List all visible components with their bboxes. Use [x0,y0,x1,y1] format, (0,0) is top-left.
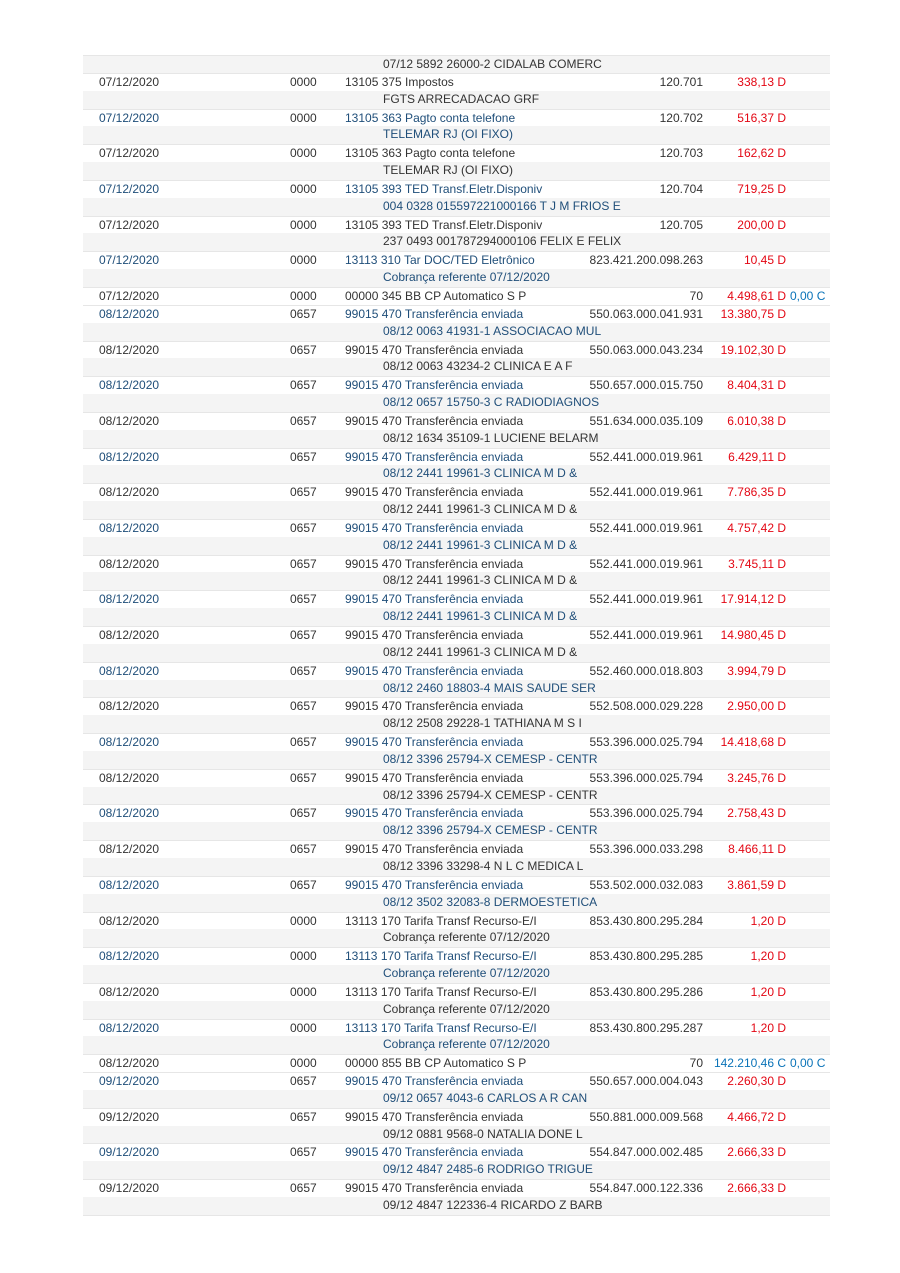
agency-cell: 0657 [290,556,317,571]
detail-text: Cobrança referente 07/12/2020 [383,1037,550,1052]
history-cell: 99015 470 Transferência enviada [345,592,524,607]
agency-cell: 0657 [290,806,317,821]
history-cell: 00000 855 BB CP Automatico S P [345,1056,527,1071]
transaction-row [83,1143,830,1161]
agency-cell: 0657 [290,663,317,678]
detail-text: 09/12 4847 2485-6 RODRIGO TRIGUE [383,1162,593,1177]
value-cell: 3.994,79 D [727,663,786,678]
document-cell: 853.430.800.295.286 [589,984,703,999]
date-cell: 08/12/2020 [99,520,160,535]
document-cell: 120.704 [659,181,703,196]
value-cell: 17.914,12 D [720,592,786,607]
detail-row [83,1126,830,1144]
history-cell: 99015 470 Transferência enviada [345,735,524,750]
agency-cell: 0000 [290,1020,317,1035]
agency-cell: 0657 [290,1109,317,1124]
transaction-row [83,448,830,466]
transaction-row [83,251,830,269]
document-cell: 120.702 [659,110,703,125]
agency-cell: 0657 [290,842,317,857]
detail-text: 08/12 2441 19961-3 CLINICA M D & [383,466,578,481]
value-cell: 2.950,00 D [727,699,786,714]
transaction-row [83,1108,830,1126]
detail-text: 08/12 3502 32083-8 DERMOESTETICA [383,894,598,909]
transaction-row [83,1054,830,1072]
transaction-row [83,769,830,787]
date-cell: 07/12/2020 [99,146,160,161]
value-cell: 8.404,31 D [727,378,786,393]
agency-cell: 0000 [290,913,317,928]
agency-cell: 0657 [290,628,317,642]
value-cell: 2.666,33 D [727,1145,786,1160]
value-cell: 10,45 D [743,253,786,268]
date-cell: 09/12/2020 [99,1181,160,1196]
value-cell: 2.758,43 D [727,806,786,821]
history-cell: 99015 470 Transferência enviada [345,628,524,642]
date-cell: 08/12/2020 [99,842,160,857]
value-cell: 3.745,11 D [728,556,786,571]
detail-text: 09/12 0657 4043-6 CARLOS A R CAN [383,1090,588,1105]
transaction-row [83,341,830,359]
document-cell: 552.508.000.029.228 [589,699,703,714]
agency-cell: 0000 [290,984,317,999]
history-cell: 99015 470 Transferência enviada [345,1074,524,1089]
value-cell: 3.245,76 D [727,770,786,785]
agency-cell: 0657 [290,1181,317,1196]
detail-text: 08/12 3396 25794-X CEMESP - CENTR [383,823,598,838]
agency-cell: 0000 [290,146,317,161]
date-cell: 08/12/2020 [99,413,160,428]
history-cell: 13113 170 Tarifa Transf Recurso-E/I [345,949,537,964]
value-cell: 14.980,45 D [720,628,786,642]
document-cell: 70 [689,1056,703,1071]
value-cell: 2.666,33 D [727,1181,786,1196]
detail-row [83,894,830,912]
date-cell: 08/12/2020 [99,984,160,999]
detail-row [83,501,830,519]
detail-row [83,644,830,662]
agency-cell: 0657 [290,735,317,750]
value-cell: 4.757,42 D [727,520,786,535]
transaction-row [83,555,830,573]
detail-row [83,787,830,805]
statement-table [83,55,830,1215]
detail-row [83,323,830,341]
date-cell: 08/12/2020 [99,735,160,750]
transaction-row [83,876,830,894]
value-cell: 338,13 D [737,74,786,89]
document-cell: 552.441.000.019.961 [589,485,703,500]
detail-row [83,55,830,73]
detail-text: 08/12 2460 18803-4 MAIS SAUDE SER [383,680,596,695]
detail-row [83,269,830,287]
history-cell: 99015 470 Transferência enviada [345,485,524,500]
detail-text: 08/12 2441 19961-3 CLINICA M D & [383,537,578,552]
detail-row [83,929,830,947]
detail-text: Cobrança referente 07/12/2020 [383,930,550,945]
document-cell: 823.421.200.098.263 [589,253,703,268]
document-cell: 552.441.000.019.961 [589,449,703,464]
date-cell: 08/12/2020 [99,913,160,928]
detail-row [83,1036,830,1054]
detail-text: 08/12 2441 19961-3 CLINICA M D & [383,502,578,517]
detail-row [83,233,830,251]
agency-cell: 0000 [290,1056,317,1071]
transaction-row [83,216,830,234]
detail-text: 09/12 0881 9568-0 NATALIA DONE L [383,1126,583,1141]
date-cell: 08/12/2020 [99,628,160,642]
agency-cell: 0657 [290,306,317,321]
detail-row [83,162,830,180]
document-cell: 553.396.000.025.794 [589,735,703,750]
document-cell: 552.460.000.018.803 [589,663,703,678]
detail-row [83,965,830,983]
history-cell: 99015 470 Transferência enviada [345,413,524,428]
history-cell: 99015 470 Transferência enviada [345,842,524,857]
agency-cell: 0657 [290,413,317,428]
detail-text: 237 0493 001787294000106 FELIX E FELIX [383,234,622,249]
detail-text: 08/12 0657 15750-3 C RADIODIAGNOS [383,395,600,410]
detail-text: 004 0328 015597221000166 T J M FRIOS E [383,198,621,213]
agency-cell: 0657 [290,592,317,607]
agency-cell: 0000 [290,949,317,964]
value-cell: 1,20 D [750,913,786,928]
value-cell: 7.786,35 D [727,485,786,500]
detail-text: FGTS ARRECADACAO GRF [383,91,540,106]
date-cell: 09/12/2020 [99,1074,160,1089]
detail-text: 07/12 5892 26000-2 CIDALAB COMERC [383,57,602,71]
history-cell: 99015 470 Transferência enviada [345,378,524,393]
date-cell: 08/12/2020 [99,877,160,892]
transaction-row [83,804,830,822]
transaction-row [83,305,830,323]
detail-text: TELEMAR RJ (OI FIXO) [383,127,514,142]
detail-row [83,1161,830,1179]
value-cell: 14.418,68 D [720,735,786,750]
date-cell: 08/12/2020 [99,342,160,357]
detail-text: 08/12 0063 43234-2 CLINICA E A F [383,359,573,374]
date-cell: 07/12/2020 [99,253,160,268]
transaction-row [83,412,830,430]
agency-cell: 0657 [290,770,317,785]
document-cell: 552.441.000.019.961 [589,556,703,571]
history-cell: 13105 393 TED Transf.Eletr.Disponiv [345,181,543,196]
transaction-row [83,697,830,715]
document-cell: 552.441.000.019.961 [589,592,703,607]
detail-text: 08/12 3396 25794-X CEMESP - CENTR [383,787,598,802]
agency-cell: 0657 [290,1145,317,1160]
history-cell: 00000 345 BB CP Automatico S P [345,288,527,303]
history-cell: 99015 470 Transferência enviada [345,1145,524,1160]
date-cell: 08/12/2020 [99,663,160,678]
detail-text: 08/12 1634 35109-1 LUCIENE BELARM [383,430,599,445]
value-cell: 162,62 D [737,146,786,161]
transaction-row [83,1019,830,1037]
value-cell: 1,20 D [750,984,786,999]
document-cell: 553.502.000.032.083 [589,877,703,892]
document-cell: 550.881.000.009.568 [589,1109,703,1124]
date-cell: 08/12/2020 [99,306,160,321]
detail-row [83,608,830,626]
transaction-row [83,180,830,198]
detail-row [83,1197,830,1215]
agency-cell: 0000 [290,253,317,268]
document-cell: 853.430.800.295.287 [589,1020,703,1035]
transaction-row [83,912,830,930]
date-cell: 09/12/2020 [99,1145,160,1160]
detail-row [83,858,830,876]
value-cell: 8.466,11 D [728,842,786,857]
document-cell: 550.657.000.015.750 [589,378,703,393]
detail-row [83,91,830,109]
transaction-row [83,483,830,501]
detail-row [83,537,830,555]
detail-text: 09/12 4847 122336-4 RICARDO Z BARB [383,1198,603,1212]
detail-row [83,465,830,483]
document-cell: 553.396.000.033.298 [589,842,703,857]
value-cell: 719,25 D [737,181,786,196]
history-cell: 99015 470 Transferência enviada [345,556,524,571]
agency-cell: 0000 [290,74,317,89]
detail-text: 08/12 2441 19961-3 CLINICA M D & [383,644,578,659]
detail-row [83,715,830,733]
document-cell: 552.441.000.019.961 [589,520,703,535]
history-cell: 99015 470 Transferência enviada [345,1181,524,1196]
detail-text: Cobrança referente 07/12/2020 [383,270,550,285]
transaction-row [83,840,830,858]
detail-text: 08/12 3396 33298-4 N L C MEDICA L [383,858,584,873]
value-cell: 4.466,72 D [727,1109,786,1124]
document-cell: 120.703 [659,146,703,161]
value-cell: 1,20 D [750,949,786,964]
date-cell: 07/12/2020 [99,217,160,232]
date-cell: 08/12/2020 [99,806,160,821]
detail-row [83,751,830,769]
history-cell: 13105 393 TED Transf.Eletr.Disponiv [345,217,543,232]
history-cell: 99015 470 Transferência enviada [345,699,524,714]
agency-cell: 0000 [290,217,317,232]
history-cell: 99015 470 Transferência enviada [345,663,524,678]
value-cell: 2.260,30 D [727,1074,786,1089]
transaction-row [83,519,830,537]
transaction-row [83,73,830,91]
history-cell: 99015 470 Transferência enviada [345,877,524,892]
date-cell: 08/12/2020 [99,449,160,464]
history-cell: 99015 470 Transferência enviada [345,770,524,785]
detail-row [83,572,830,590]
history-cell: 13113 310 Tar DOC/TED Eletrônico [345,253,535,268]
detail-row [83,394,830,412]
history-cell: 99015 470 Transferência enviada [345,449,524,464]
agency-cell: 0657 [290,520,317,535]
detail-text: Cobrança referente 07/12/2020 [383,1001,550,1016]
agency-cell: 0000 [290,288,317,303]
date-cell: 08/12/2020 [99,592,160,607]
transaction-row [83,590,830,608]
agency-cell: 0000 [290,181,317,196]
date-cell: 08/12/2020 [99,1020,160,1035]
value-cell: 142.210,46 C [713,1056,786,1071]
transaction-row [83,947,830,965]
value-cell: 19.102,30 D [720,342,786,357]
detail-row [83,430,830,448]
value-cell: 6.010,38 D [727,413,786,428]
document-cell: 853.430.800.295.284 [589,913,703,928]
history-cell: 13105 363 Pagto conta telefone [345,146,516,161]
detail-row [83,126,830,144]
document-cell: 553.396.000.025.794 [589,806,703,821]
agency-cell: 0000 [290,110,317,125]
transaction-row [83,109,830,127]
value-cell: 4.498,61 D [727,288,786,303]
document-cell: 120.701 [659,74,703,89]
detail-row [83,358,830,376]
balance-cell: 0,00 C [790,1056,826,1071]
document-cell: 550.657.000.004.043 [589,1074,703,1089]
history-cell: 13113 170 Tarifa Transf Recurso-E/I [345,984,537,999]
document-cell: 552.441.000.019.961 [589,628,703,642]
value-cell: 6.429,11 D [728,449,786,464]
agency-cell: 0657 [290,485,317,500]
history-cell: 13113 170 Tarifa Transf Recurso-E/I [345,913,537,928]
detail-row [83,1001,830,1019]
date-cell: 08/12/2020 [99,1056,160,1071]
transaction-row [83,662,830,680]
document-cell: 554.847.000.002.485 [589,1145,703,1160]
date-cell: 08/12/2020 [99,949,160,964]
date-cell: 09/12/2020 [99,1109,160,1124]
transaction-row [83,376,830,394]
document-cell: 550.063.000.043.234 [589,342,703,357]
date-cell: 08/12/2020 [99,378,160,393]
document-cell: 554.847.000.122.336 [589,1181,703,1196]
transaction-row [83,144,830,162]
detail-text: Cobrança referente 07/12/2020 [383,966,550,981]
date-cell: 08/12/2020 [99,556,160,571]
value-cell: 516,37 D [737,110,786,125]
transaction-row [83,733,830,751]
transaction-row [83,1072,830,1090]
agency-cell: 0657 [290,378,317,393]
document-cell: 120.705 [659,217,703,232]
detail-row [83,680,830,698]
transaction-row [83,983,830,1001]
history-cell: 99015 470 Transferência enviada [345,342,524,357]
value-cell: 1,20 D [750,1020,786,1035]
detail-text: 08/12 2441 19961-3 CLINICA M D & [383,609,578,624]
transaction-row [83,626,830,644]
value-cell: 3.861,59 D [727,877,786,892]
history-cell: 13113 170 Tarifa Transf Recurso-E/I [345,1020,537,1035]
transaction-row [83,1179,830,1197]
history-cell: 13105 375 Impostos [345,74,454,89]
document-cell: 70 [689,288,703,303]
value-cell: 13.380,75 D [720,306,786,321]
agency-cell: 0657 [290,342,317,357]
history-cell: 99015 470 Transferência enviada [345,806,524,821]
agency-cell: 0657 [290,1074,317,1089]
detail-text: TELEMAR RJ (OI FIXO) [383,163,514,178]
transaction-row [83,287,830,305]
detail-text: 08/12 0063 41931-1 ASSOCIACAO MUL [383,323,602,338]
agency-cell: 0657 [290,699,317,714]
date-cell: 07/12/2020 [99,181,160,196]
history-cell: 99015 470 Transferência enviada [345,1109,524,1124]
date-cell: 07/12/2020 [99,110,160,125]
balance-cell: 0,00 C [790,288,826,303]
detail-row [83,822,830,840]
detail-text: 08/12 2441 19961-3 CLINICA M D & [383,573,578,588]
date-cell: 08/12/2020 [99,699,160,714]
history-cell: 99015 470 Transferência enviada [345,306,524,321]
date-cell: 07/12/2020 [99,288,160,303]
document-cell: 551.634.000.035.109 [589,413,703,428]
detail-text: 08/12 2508 29228-1 TATHIANA M S I [383,716,582,731]
detail-row [83,198,830,216]
document-cell: 550.063.000.041.931 [589,306,703,321]
history-cell: 99015 470 Transferência enviada [345,520,524,535]
date-cell: 08/12/2020 [99,485,160,500]
history-cell: 13105 363 Pagto conta telefone [345,110,516,125]
date-cell: 07/12/2020 [99,74,160,89]
table-bottom-divider [83,1215,830,1216]
detail-text: 08/12 3396 25794-X CEMESP - CENTR [383,751,598,766]
document-cell: 553.396.000.025.794 [589,770,703,785]
document-cell: 853.430.800.295.285 [589,949,703,964]
detail-row [83,1090,830,1108]
value-cell: 200,00 D [737,217,786,232]
date-cell: 08/12/2020 [99,770,160,785]
agency-cell: 0657 [290,877,317,892]
agency-cell: 0657 [290,449,317,464]
